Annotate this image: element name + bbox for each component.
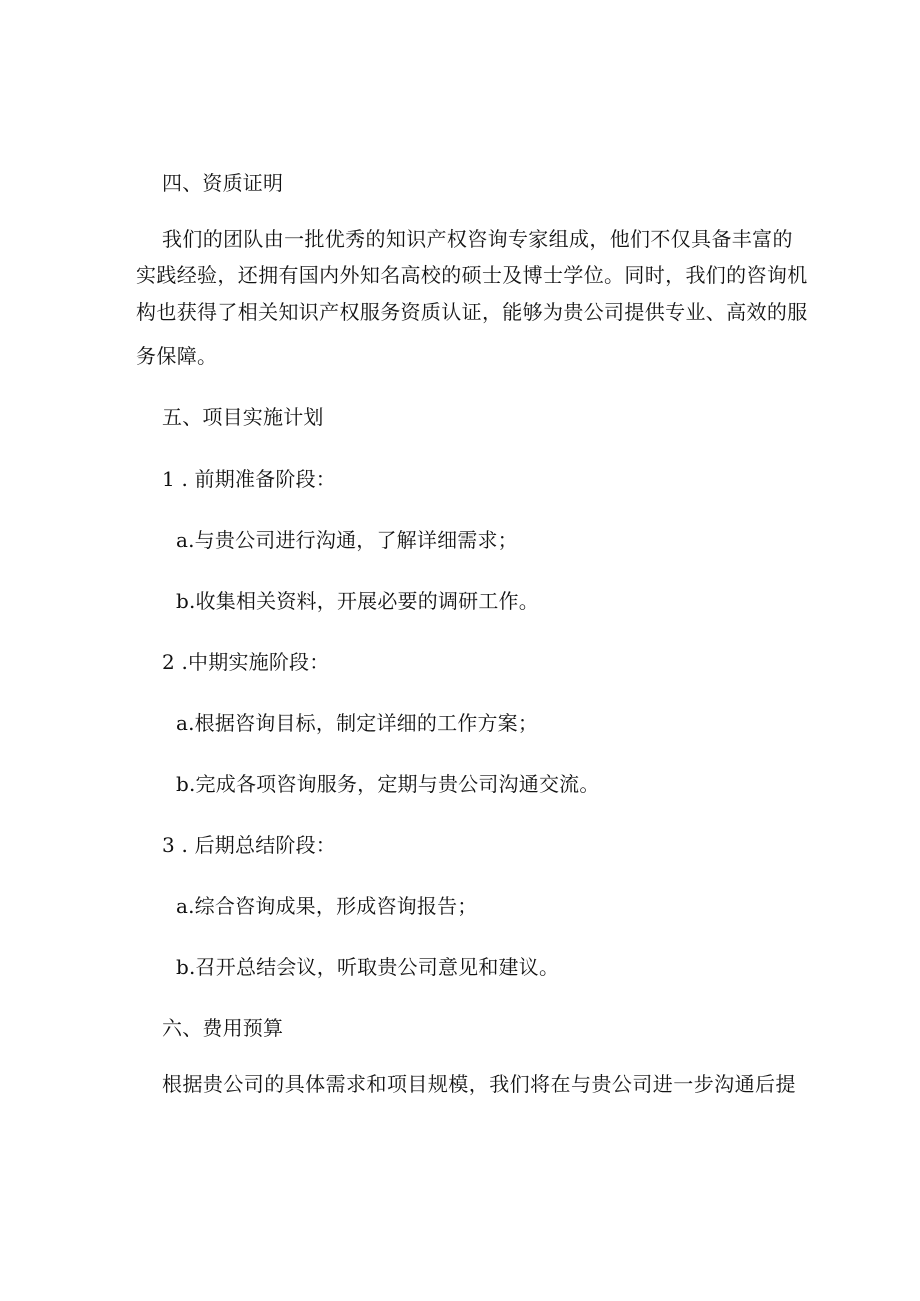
phase-2-item-b: b.完成各项咨询服务，定期与贵公司沟通交流。 xyxy=(176,772,600,796)
section-heading-budget: 六、费用预算 xyxy=(162,1016,284,1040)
phase-2-item-a: a.根据咨询目标，制定详细的工作方案； xyxy=(176,711,539,735)
section-heading-implementation-plan: 五、项目实施计划 xyxy=(162,405,324,429)
phase-1-item-a: a.与贵公司进行沟通，了解详细需求； xyxy=(176,528,518,552)
section-heading-qualification: 四、资质证明 xyxy=(162,171,284,195)
phase-3-item-a: a.综合咨询成果，形成咨询报告； xyxy=(176,894,478,918)
paragraph-line: 构也获得了相关知识产权服务资质认证，能够为贵公司提供专业、高效的服 xyxy=(136,300,808,324)
paragraph-line: 我们的团队由一批优秀的知识产权咨询专家组成，他们不仅具备丰富的 xyxy=(162,227,793,251)
phase-3-title: 3 . 后期总结阶段： xyxy=(162,833,336,857)
phase-3-item-b: b.召开总结会议，听取贵公司意见和建议。 xyxy=(176,955,560,979)
phase-1-title: 1 . 前期准备阶段： xyxy=(162,467,336,491)
paragraph-line: 务保障。 xyxy=(136,344,218,368)
budget-paragraph-line: 根据贵公司的具体需求和项目规模，我们将在与贵公司进一步沟通后提 xyxy=(162,1072,796,1096)
phase-2-title: 2 .中期实施阶段： xyxy=(162,650,330,674)
phase-1-item-b: b.收集相关资料，开展必要的调研工作。 xyxy=(176,589,539,613)
paragraph-line: 实践经验，还拥有国内外知名高校的硕士及博士学位。同时，我们的咨询机 xyxy=(136,263,808,287)
